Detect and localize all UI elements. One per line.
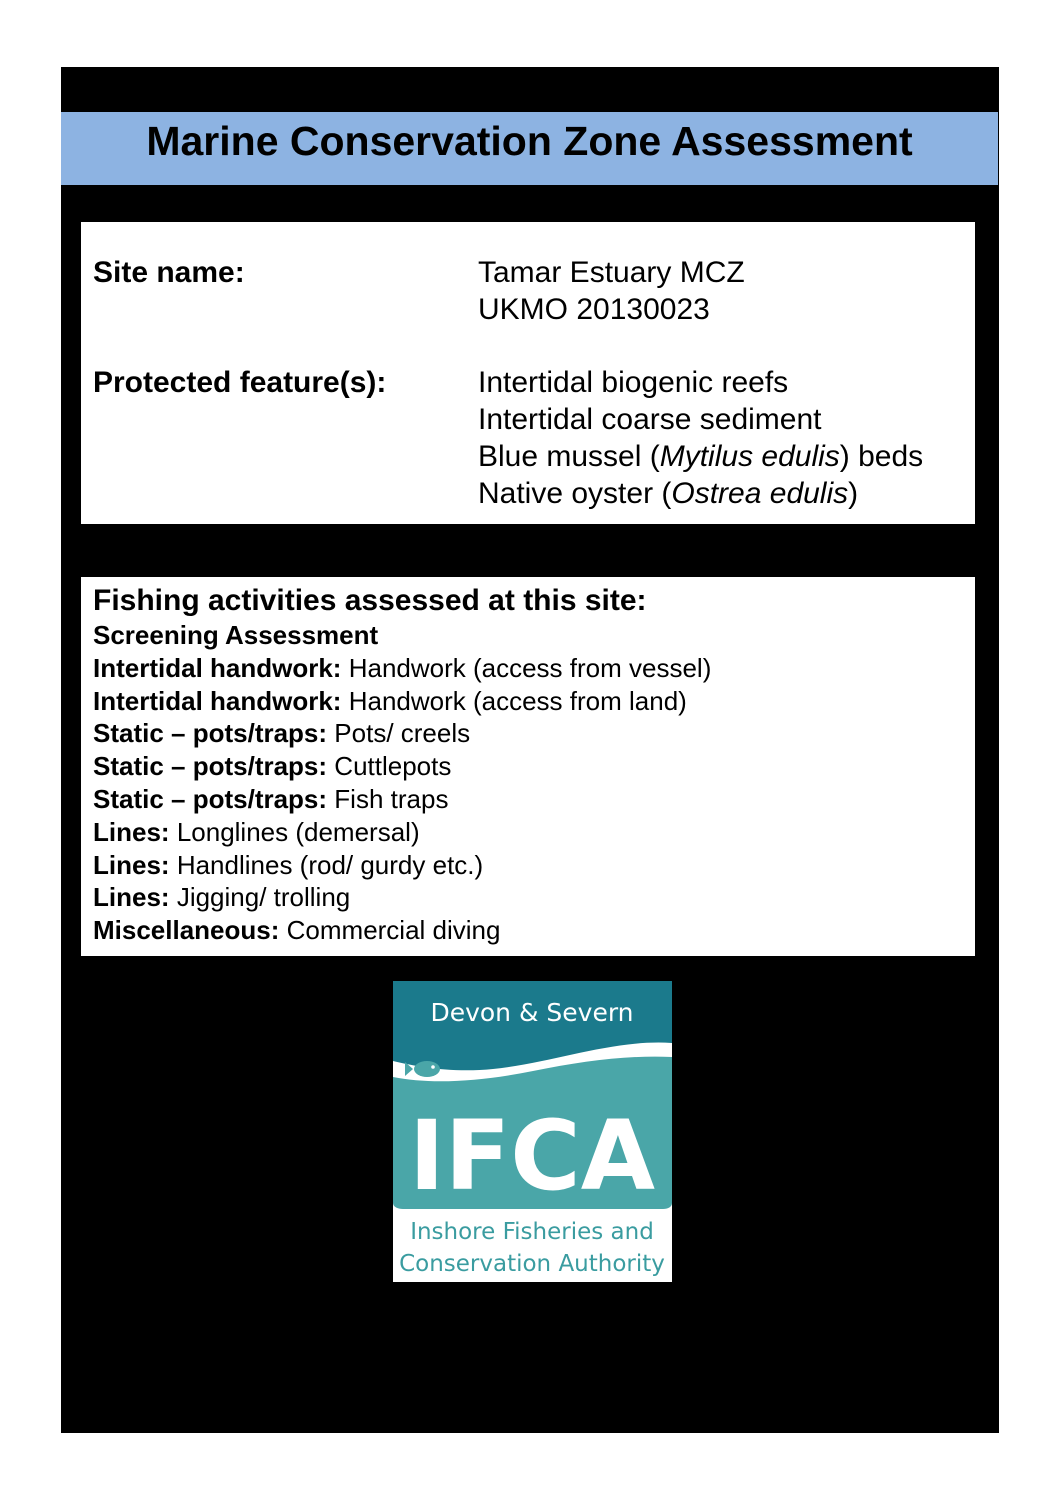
- logo-top-text: Devon & Severn: [430, 998, 634, 1027]
- fishing-heading: Fishing activities assessed at this site:: [93, 584, 647, 617]
- activity-list: [93, 652, 975, 947]
- activity-row: Intertidal handwork: Handwork (access from land): [93, 685, 687, 716]
- activity-row: Static – pots/traps: Cuttlepots: [93, 751, 452, 782]
- activity-row: Intertidal handwork: Handwork (access from vessel): [93, 652, 712, 683]
- feature-item: Intertidal coarse sediment: [478, 403, 822, 436]
- activity-row: Lines: Longlines (demersal): [93, 816, 420, 847]
- site-name-values: [478, 254, 745, 328]
- activity-row: Lines: Handlines (rod/ gurdy etc.): [93, 849, 484, 880]
- ifca-logo: [393, 981, 672, 1282]
- page-title: Marine Conservation Zone Assessment: [146, 118, 913, 164]
- feature-item: Blue mussel (Mytilus edulis) beds: [478, 440, 924, 473]
- activity-row: Miscellaneous: Commercial diving: [93, 915, 501, 946]
- site-name-label: Site name:: [93, 256, 245, 289]
- protected-features-list: [478, 364, 923, 512]
- site-info-box: [81, 222, 975, 524]
- screening-subheading: Screening Assessment: [93, 620, 379, 650]
- protected-features-label: Protected feature(s):: [93, 366, 387, 399]
- logo-main-text: IFCA: [408, 1100, 656, 1212]
- ifca-logo-graphic: [393, 981, 672, 1282]
- activity-row: Static – pots/traps: Pots/ creels: [93, 718, 471, 749]
- feature-item: Native oyster (Ostrea edulis): [478, 477, 859, 510]
- activity-row: Lines: Jigging/ trolling: [93, 882, 351, 913]
- activity-row: Static – pots/traps: Fish traps: [93, 783, 449, 814]
- site-code: UKMO 20130023: [478, 293, 710, 326]
- feature-item: Intertidal biogenic reefs: [478, 366, 789, 399]
- fishing-activities-box: [81, 577, 975, 956]
- site-name: Tamar Estuary MCZ: [478, 256, 745, 289]
- logo-bottom-line-2: Conservation Authority: [399, 1251, 665, 1277]
- title-bar: [61, 112, 998, 185]
- logo-bottom-line-1: Inshore Fisheries and: [410, 1219, 654, 1245]
